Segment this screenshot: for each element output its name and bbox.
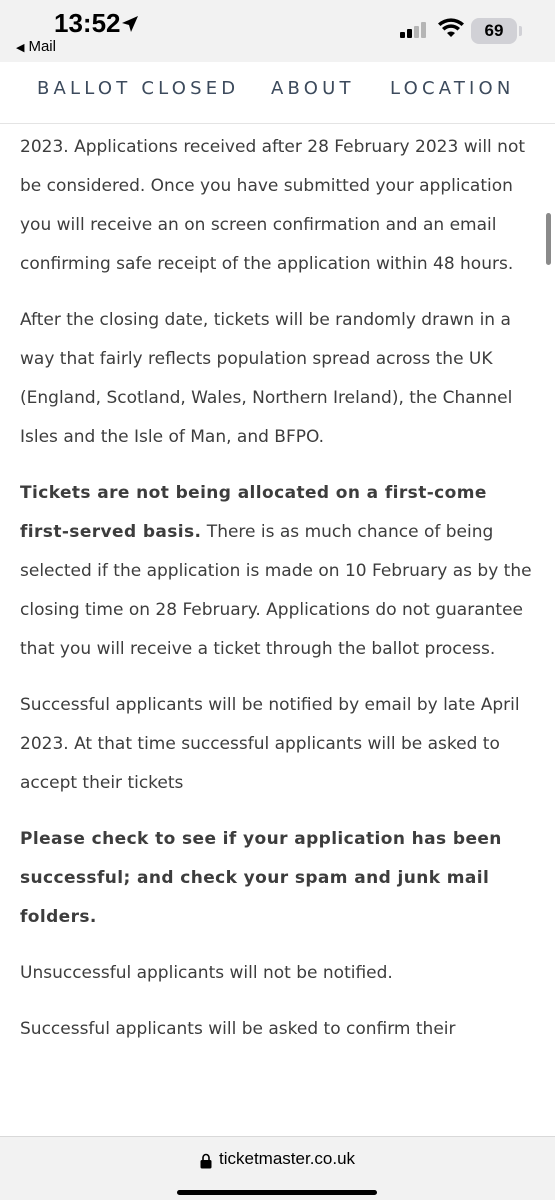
battery-level: 69 — [484, 21, 504, 40]
check-warning-bold-text: Please check to see if your application has been successful; and check your spam and junk mail folders. — [20, 829, 502, 927]
ballot-info-content — [20, 124, 540, 1136]
paragraph-check-warning — [20, 820, 540, 937]
battery-icon — [471, 18, 517, 44]
location-arrow-icon — [120, 14, 140, 34]
status-time: 13:52 — [54, 8, 121, 38]
battery-nub — [519, 26, 522, 36]
nav-location[interactable]: LOCATION — [390, 78, 515, 99]
signal-icon — [400, 22, 428, 38]
back-triangle-icon: ◀ — [16, 42, 25, 54]
paragraph-confirm: Successful applicants will be asked to confirm their — [20, 1019, 456, 1039]
paragraph-closing-date: 2023. Applications received after 28 February 2023 will not be considered. Once you have submitted your application you will receive an on screen confirmation and an email confirming safe receipt of the application within 48 hours. — [20, 137, 526, 274]
top-nav — [0, 62, 555, 124]
allocation-bold-text: Tickets are not being allocated on a first-come first-served basis. — [20, 483, 487, 542]
status-bar — [0, 0, 555, 62]
lock-icon — [200, 1153, 212, 1169]
paragraph-unsuccessful: Unsuccessful applicants will not be notified. — [20, 963, 393, 983]
nav-ballot-closed[interactable]: BALLOT CLOSED — [37, 78, 240, 99]
back-mail-label: Mail — [28, 38, 56, 55]
paragraph-allocation — [20, 474, 540, 669]
wifi-icon — [438, 18, 464, 38]
home-indicator[interactable] — [177, 1190, 377, 1195]
url-text[interactable]: ticketmaster.co.uk — [219, 1149, 356, 1168]
allocation-text: There is as much chance of being selected if the application is made on 10 February as by the closing time on 28 February. Applications do not guarantee that you will receive a ticket through the ballot process. — [20, 522, 532, 659]
nav-about[interactable]: ABOUT — [271, 78, 355, 99]
paragraph-notification: Successful applicants will be notified by email by late April 2023. At that time successful applicants will be asked to accept their tickets — [20, 695, 520, 793]
paragraph-random-draw: After the closing date, tickets will be randomly drawn in a way that fairly reflects population spread across the UK (England, Scotland, Wales, Northern Ireland), the Channel Isles and the Isle of Man, and BFPO. — [20, 310, 513, 447]
scrollbar[interactable] — [546, 213, 551, 265]
back-to-mail-button[interactable] — [16, 38, 56, 55]
